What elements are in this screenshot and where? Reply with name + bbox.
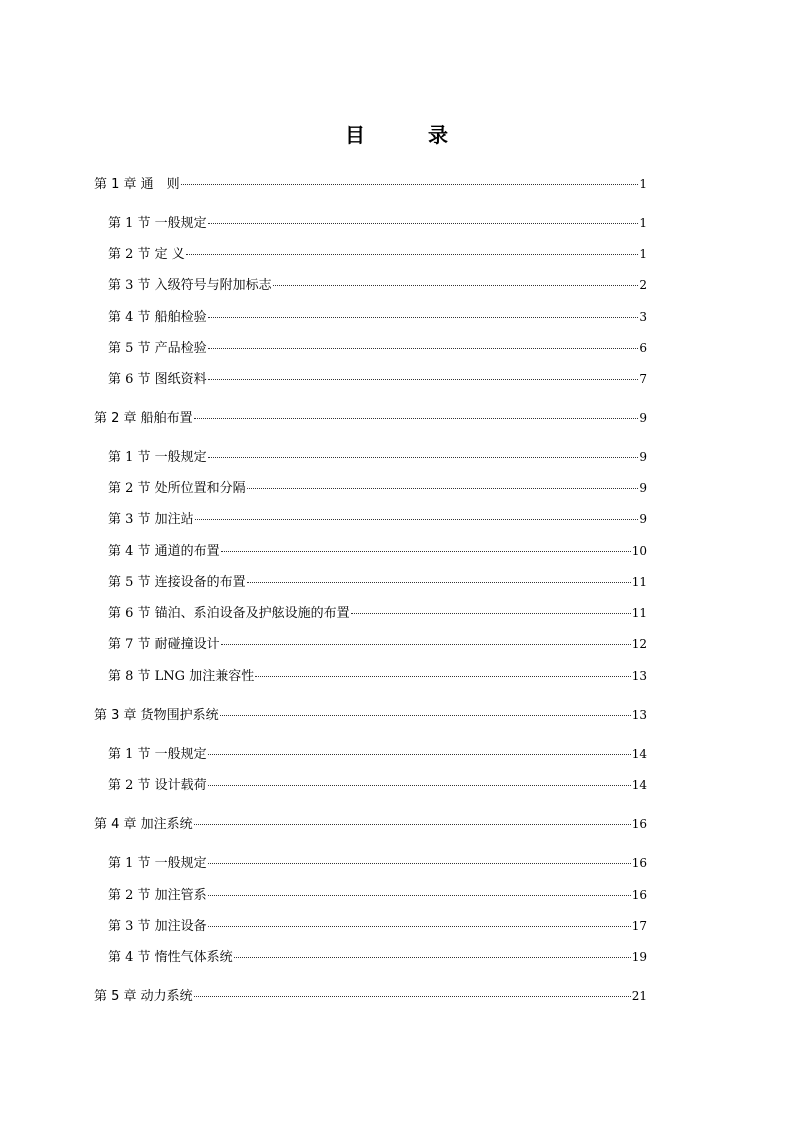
- dot-leader: [255, 676, 631, 677]
- dot-leader: [194, 418, 639, 419]
- toc-entry-title: 第 5 节 连接设备的布置: [108, 575, 246, 590]
- toc-entry-title: 第 7 节 耐碰撞设计: [108, 637, 220, 652]
- toc-entry-title: 第 3 节 入级符号与附加标志: [108, 278, 272, 293]
- toc-entry-title: 第 1 节 一般规定: [108, 747, 207, 762]
- toc-section-entry[interactable]: [108, 509, 647, 529]
- toc-chapter-entry[interactable]: [94, 986, 647, 1006]
- toc-page-number: 9: [639, 450, 647, 464]
- toc-section-entry[interactable]: [108, 213, 647, 233]
- toc-page-number: 9: [639, 512, 647, 526]
- toc-section-entry[interactable]: [108, 478, 647, 498]
- toc-entry-title: 第 4 节 惰性气体系统: [108, 950, 233, 965]
- toc-page-number: 16: [631, 856, 647, 870]
- dot-leader: [208, 348, 639, 349]
- dot-leader: [208, 754, 631, 755]
- dot-leader: [208, 926, 631, 927]
- toc-section-entry[interactable]: [108, 775, 647, 795]
- toc-page-number: 13: [631, 669, 647, 683]
- toc-entry-title: 第 2 节 处所位置和分隔: [108, 481, 246, 496]
- dot-leader: [273, 285, 639, 286]
- toc-entry-title: 第 2 节 设计载荷: [108, 778, 207, 793]
- toc-page-number: 2: [639, 278, 647, 292]
- toc-chapter-entry[interactable]: [94, 814, 647, 834]
- toc-page-number: 1: [639, 177, 647, 191]
- dot-leader: [247, 488, 639, 489]
- dot-leader: [208, 863, 631, 864]
- toc-entry-title: 第 2 节 定 义: [108, 247, 185, 262]
- toc-section-entry[interactable]: [108, 916, 647, 936]
- toc-page-number: 16: [631, 817, 647, 831]
- toc-entry-title: 第 2 章 船舶布置: [94, 411, 193, 426]
- toc-entry-title: 第 1 节 一般规定: [108, 856, 207, 871]
- toc-section-entry[interactable]: [108, 369, 647, 389]
- toc-page-number: 17: [631, 919, 647, 933]
- toc-section-entry[interactable]: [108, 666, 647, 686]
- toc-page-number: 14: [631, 747, 647, 761]
- toc-page-number: 12: [631, 637, 647, 651]
- dot-leader: [181, 184, 639, 185]
- dot-leader: [194, 824, 631, 825]
- toc-entry-title: 第 2 节 加注管系: [108, 888, 207, 903]
- toc-entry-title: 第 1 节 一般规定: [108, 450, 207, 465]
- page-title: 目 录: [345, 123, 476, 147]
- toc-section-entry[interactable]: [108, 885, 647, 905]
- toc-section-entry[interactable]: [108, 572, 647, 592]
- toc-page-number: 21: [631, 989, 647, 1003]
- toc-page-number: 6: [639, 341, 647, 355]
- dot-leader: [208, 317, 639, 318]
- dot-leader: [195, 519, 639, 520]
- toc-section-entry[interactable]: [108, 947, 647, 967]
- toc-section-entry[interactable]: [108, 338, 647, 358]
- toc-chapter-entry[interactable]: [94, 408, 647, 428]
- toc-entry-title: 第 4 节 船舶检验: [108, 310, 207, 325]
- toc-page-number: 14: [631, 778, 647, 792]
- toc-page-number: 16: [631, 888, 647, 902]
- toc-entry-title: 第 3 节 加注站: [108, 512, 194, 527]
- dot-leader: [351, 613, 631, 614]
- toc-entry-title: 第 1 章 通 则: [94, 177, 180, 192]
- toc-section-entry[interactable]: [108, 541, 647, 561]
- dot-leader: [208, 223, 639, 224]
- dot-leader: [234, 957, 631, 958]
- toc-entry-title: 第 6 节 图纸资料: [108, 372, 207, 387]
- toc-page-number: 11: [631, 575, 647, 589]
- toc-page-number: 1: [639, 247, 647, 261]
- toc-section-entry[interactable]: [108, 275, 647, 295]
- dot-leader: [221, 644, 631, 645]
- toc-section-entry[interactable]: [108, 853, 647, 873]
- toc-entry-title: 第 3 节 加注设备: [108, 919, 207, 934]
- dot-leader: [220, 715, 631, 716]
- dot-leader: [208, 785, 631, 786]
- toc-entry-title: 第 5 节 产品检验: [108, 341, 207, 356]
- toc-page-number: 1: [639, 216, 647, 230]
- dot-leader: [208, 895, 631, 896]
- toc-section-entry[interactable]: [108, 634, 647, 654]
- toc-entry-title: 第 4 章 加注系统: [94, 817, 193, 832]
- toc-section-entry[interactable]: [108, 244, 647, 264]
- toc-page-number: 7: [639, 372, 647, 386]
- toc-page-number: 10: [631, 544, 647, 558]
- dot-leader: [186, 254, 639, 255]
- toc-page-number: 9: [639, 411, 647, 425]
- toc-page-number: 3: [639, 310, 647, 324]
- toc-entry-title: 第 1 节 一般规定: [108, 216, 207, 231]
- toc-page-number: 19: [631, 950, 647, 964]
- toc-section-entry[interactable]: [108, 307, 647, 327]
- toc-chapter-entry[interactable]: [94, 174, 647, 194]
- dot-leader: [221, 551, 631, 552]
- toc-section-entry[interactable]: [108, 603, 647, 623]
- toc-page-number: 11: [631, 606, 647, 620]
- toc-entry-title: 第 3 章 货物围护系统: [94, 708, 219, 723]
- dot-leader: [208, 379, 639, 380]
- dot-leader: [208, 457, 639, 458]
- toc-entry-title: 第 4 节 通道的布置: [108, 544, 220, 559]
- toc-section-entry[interactable]: [108, 744, 647, 764]
- toc-page-number: 13: [631, 708, 647, 722]
- toc-entry-title: 第 5 章 动力系统: [94, 989, 193, 1004]
- toc-entry-title: 第 6 节 锚泊、系泊设备及护舷设施的布置: [108, 606, 350, 621]
- toc-page-number: 9: [639, 481, 647, 495]
- dot-leader: [194, 996, 631, 997]
- toc-entry-title: 第 8 节 LNG 加注兼容性: [108, 669, 255, 684]
- toc-chapter-entry[interactable]: [94, 705, 647, 725]
- toc-section-entry[interactable]: [108, 447, 647, 467]
- dot-leader: [247, 582, 631, 583]
